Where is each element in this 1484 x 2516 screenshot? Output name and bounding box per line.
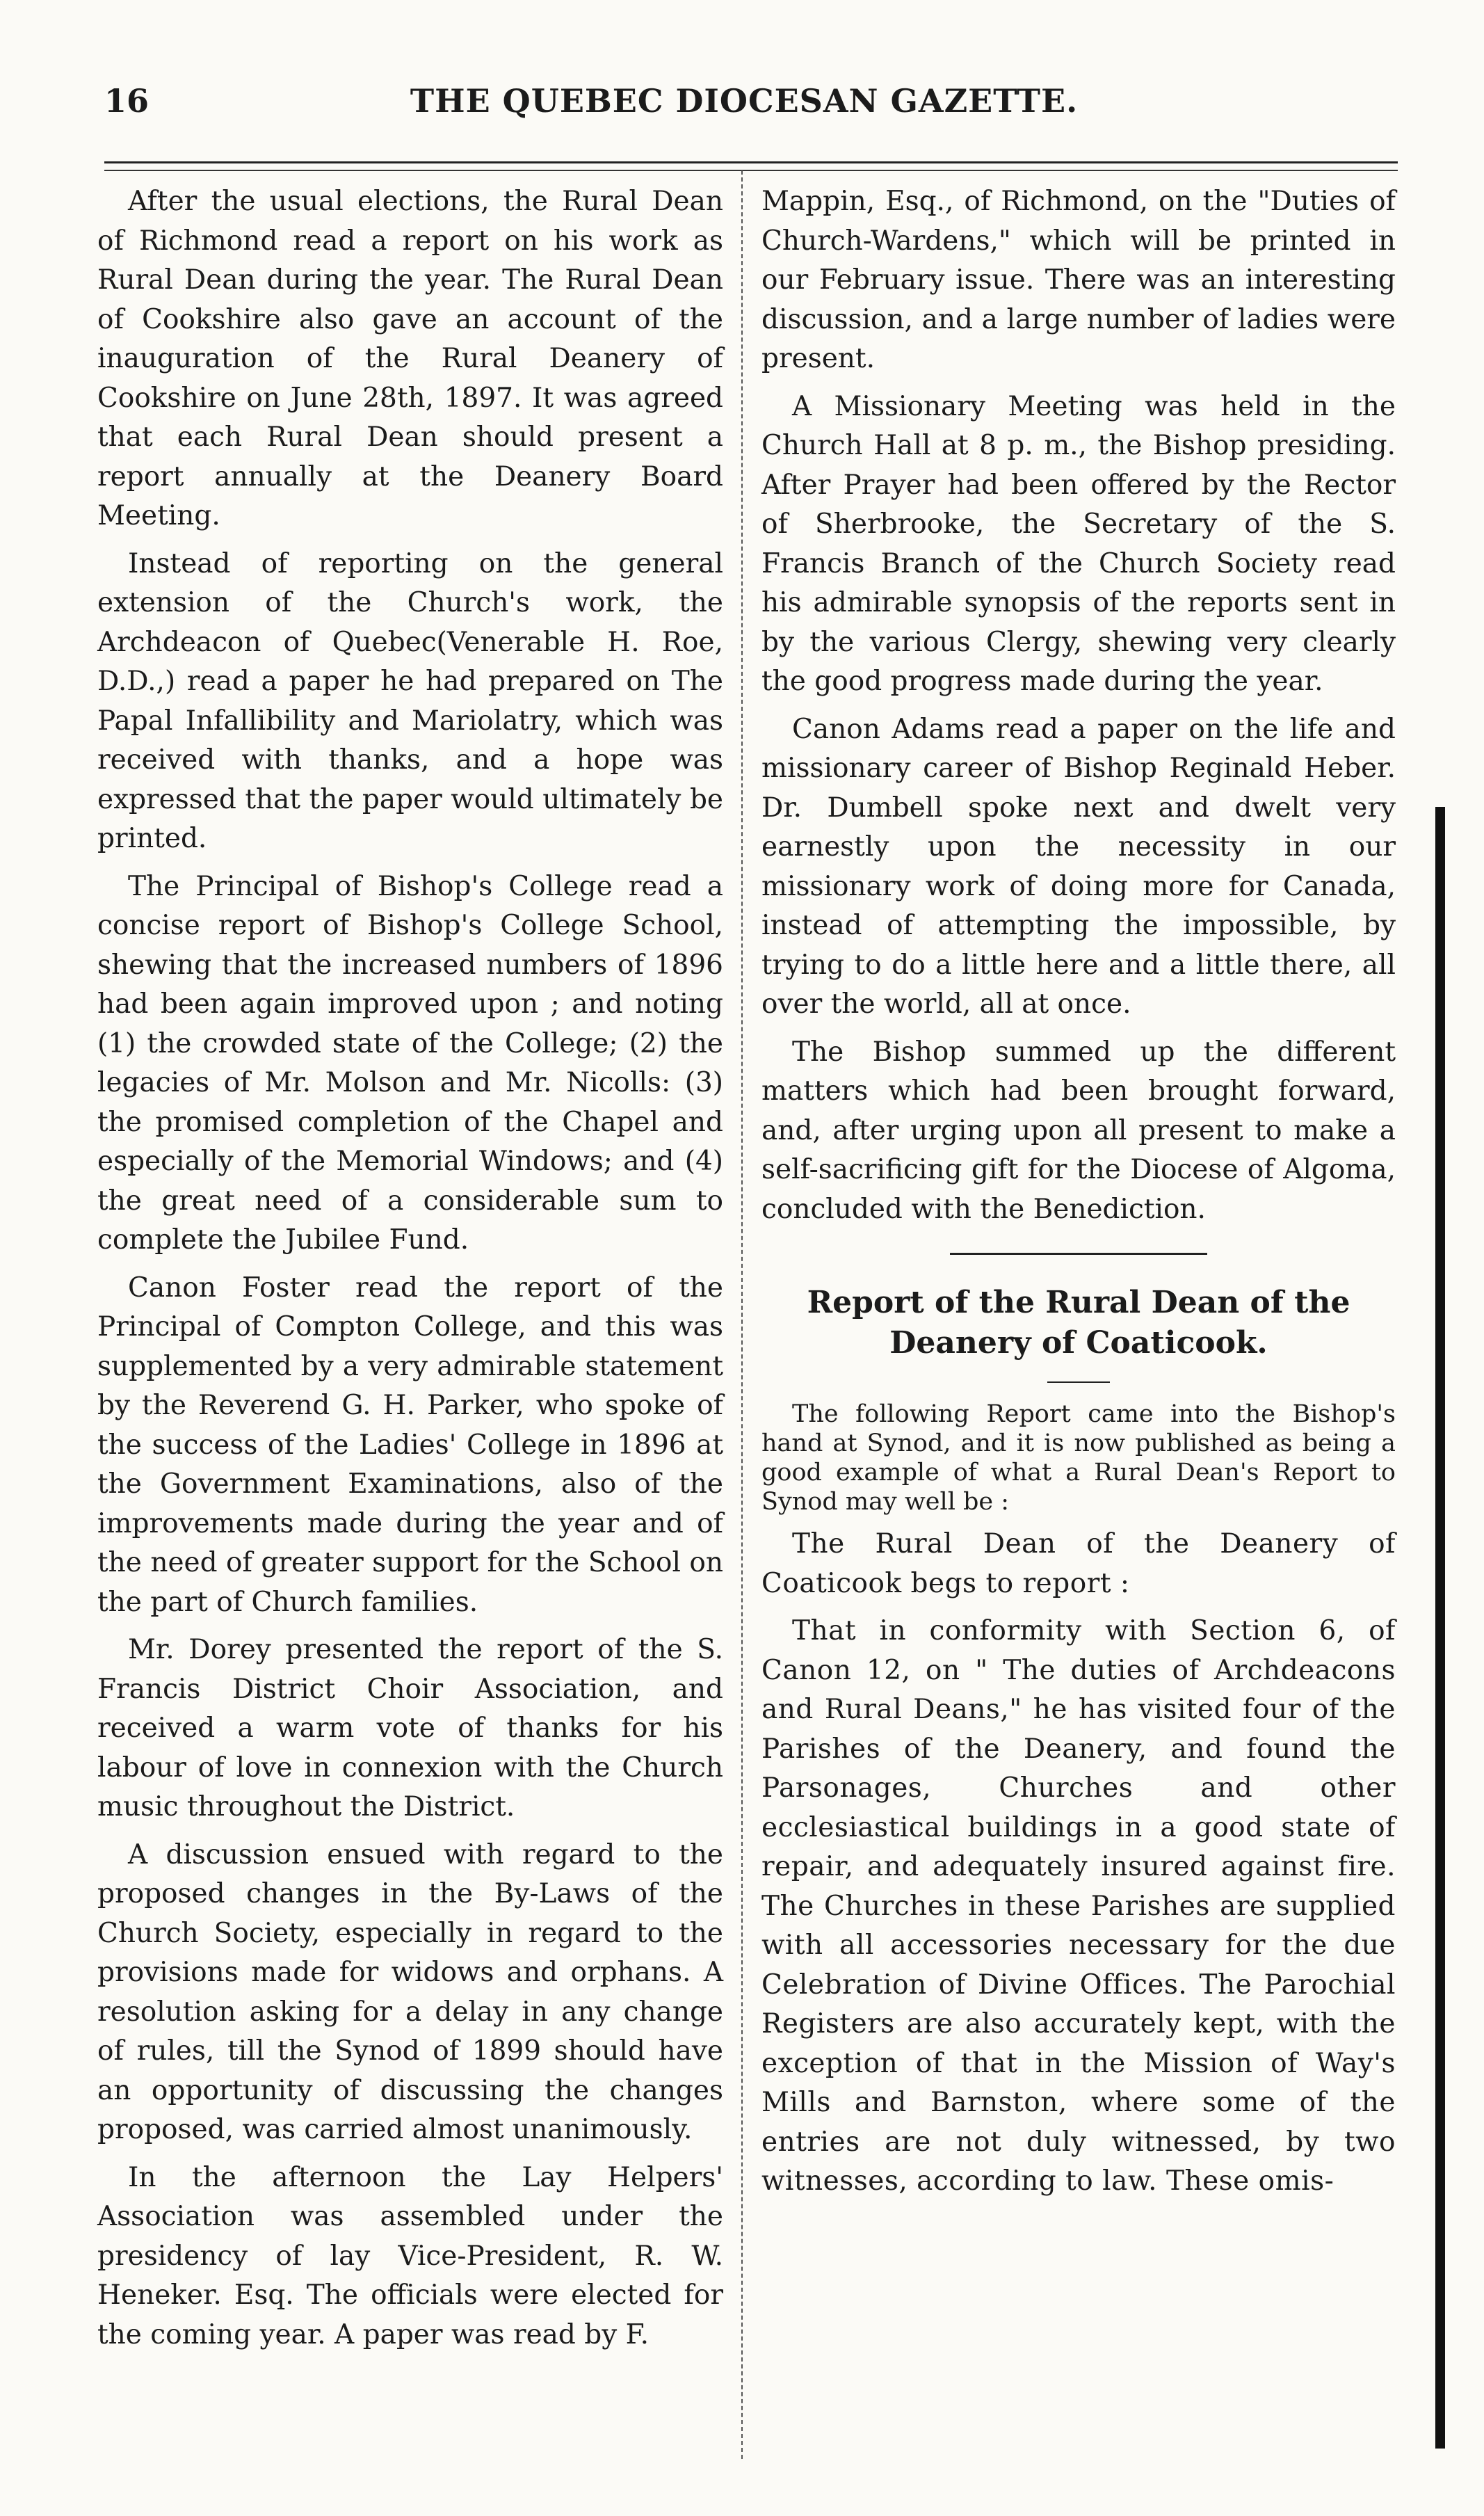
page-header bbox=[90, 82, 1398, 131]
paragraph-canon-adams: Canon Adams read a paper on the life and missionary career of Bishop Reginald Heber. Dr. Dumbell spoke next and dwelt very earnestly upon the necessity in our missionary work of doing more for Canada, instead of attempting the impossible, by trying to do a little here and a little there, all over the world, all at once. bbox=[761, 713, 1396, 1020]
section-heading-line-2: Deanery of Coaticook. bbox=[889, 1325, 1268, 1361]
section-heading-line-1: Report of the Rural Dean of the bbox=[807, 1285, 1350, 1320]
paragraph-lay-helpers: In the afternoon the Lay Helpers' Association was assembled under the presidency of lay Vice-President, R. W. Heneker. Esq. The officials were elected for the coming year. A paper was read by F. bbox=[97, 2161, 723, 2350]
heading-short-rule bbox=[1047, 1381, 1110, 1383]
header-double-rule bbox=[104, 161, 1398, 171]
page-edge-shadow bbox=[1435, 807, 1445, 2449]
paragraph-choir-association: Mr. Dorey presented the report of the S. Francis District Choir Association, and received a warm vote of thanks for his labour of love in connexion with the Church music throughout the District. bbox=[97, 1634, 723, 1822]
paragraph-church-wardens: Mappin, Esq., of Richmond, on the "Duties of Church-Wardens," which will be printed in our February issue. There was an interesting discussion, and a large number of ladies were present. bbox=[761, 186, 1396, 374]
paragraph-compton-college: Canon Foster read the report of the Principal of Compton College, and this was supplemented by a very admirable statement by the Reverend G. H. Parker, who spoke of the success of the Ladies' College in 1896 at the Government Examinations, also of the improvements made during the year and of the need of greater support for the School on the part of Church families. bbox=[97, 1272, 723, 1618]
page-number: 16 bbox=[104, 82, 150, 120]
paragraph-missionary-meeting: A Missionary Meeting was held in the Church Hall at 8 p. m., the Bishop presiding. After Prayer had been offered by the Rector of Sherbrooke, the Secretary of the S. Francis Branch of the Church Society read his admirable synopsis of the reports sent in by the various Clergy, shewing very clearly the good progress made during the year. bbox=[761, 390, 1396, 697]
right-column bbox=[761, 182, 1396, 2210]
page-title: THE QUEBEC DIOCESAN GAZETTE. bbox=[410, 82, 1079, 120]
report-body: That in conformity with Section 6, of Canon 12, on " The duties of Archdeacons and Rural Deans," he has visited four of the Parishes of the Deanery, and found the Parsonages, Churches and other ecclesiastical buildings in a good state of repair, and adequately insured against fire. The Churches in these Parishes are supplied with all accessories necessary for the due Celebration of Divine Offices. The Parochial Registers are also accurately kept, with the exception of that in the Mission of Way's Mills and Barnston, where some of the entries are not duly witnessed, by two witnesses, according to law. These omis- bbox=[761, 1615, 1396, 2197]
section-heading bbox=[761, 1283, 1396, 1363]
report-introduction: The following Report came into the Bishop's hand at Synod, and it is now published as being a good example of what a Rural Dean's Report to Synod may well be : bbox=[761, 1400, 1396, 1516]
section-divider bbox=[950, 1253, 1207, 1255]
paragraph-archdeacon-paper: Instead of reporting on the general extension of the Church's work, the Archdeacon of Quebec(Venerable H. Roe, D.D.,) read a paper he had prepared on The Papal Infallibility and Mariolatry, which was received with thanks, and a hope was expressed that the paper would ultimately be printed. bbox=[97, 547, 723, 854]
paragraph-bishops-college: The Principal of Bishop's College read a concise report of Bishop's College School, shewing that the increased numbers of 1896 had been again improved upon ; and noting (1) the crowded state of the College; (2) the legacies of Mr. Molson and Mr. Nicolls: (3) the promised completion of the Chapel and especially of the Memorial Windows; and (4) the great need of a considerable sum to complete the Jubilee Fund. bbox=[97, 870, 723, 1256]
column-divider bbox=[741, 170, 743, 2459]
paragraph-bishop-summary: The Bishop summed up the different matters which had been brought forward, and, after urging upon all present to make a self-sacrificing gift for the Diocese of Algoma, concluded with the Benediction. bbox=[761, 1036, 1396, 1225]
left-column bbox=[97, 182, 723, 2363]
paragraph-rural-dean-reports: After the usual elections, the Rural Dean of Richmond read a report on his work as Rural Dean during the year. The Rural Dean of Cookshire also gave an account of the inauguration of the Rural Deanery of Cookshire on June 28th, 1897. It was agreed that each Rural Dean should present a report annually at the Deanery Board Meeting. bbox=[97, 186, 723, 531]
paragraph-by-laws-discussion: A discussion ensued with regard to the proposed changes in the By-Laws of the Church Society, especially in regard to the provisions made for widows and orphans. A resolution asking for a delay in any change of rules, till the Synod of 1899 should have an opportunity of discussing the changes proposed, was carried almost unanimously. bbox=[97, 1838, 723, 2145]
report-opening: The Rural Dean of the Deanery of Coaticook begs to report : bbox=[761, 1528, 1396, 1599]
